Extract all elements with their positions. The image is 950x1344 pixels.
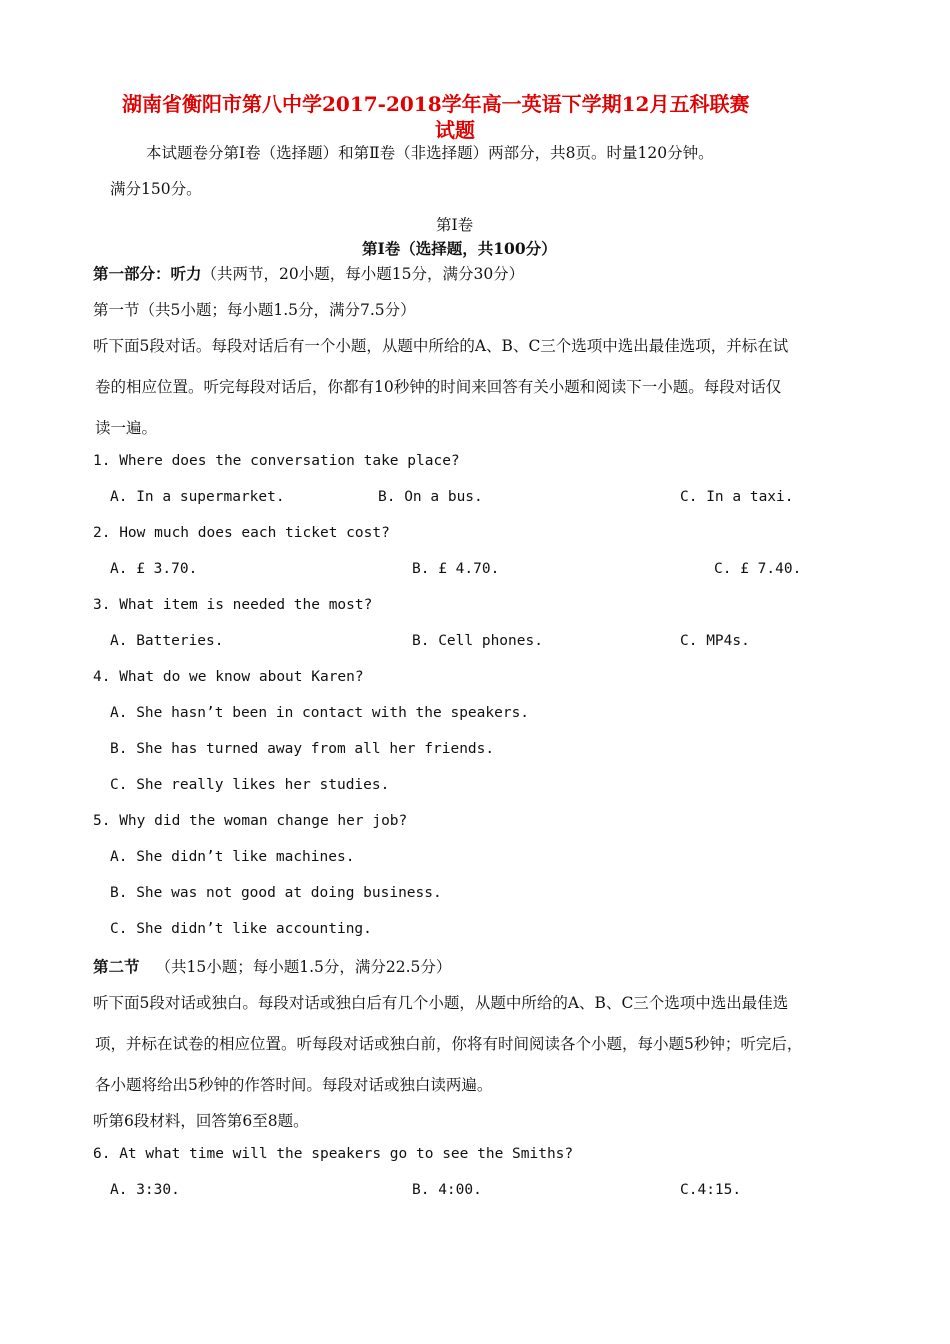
volume-heading: 第Ⅰ卷（选择题，共100分） [362, 239, 557, 258]
doc-title-line2: 试题 [435, 118, 475, 142]
section1-heading: 第一节（共5小题；每小题1.5分，满分7.5分） [93, 301, 416, 319]
intro-line2: 满分150分。 [110, 180, 202, 198]
q1-option-b: B. On a bus. [378, 489, 483, 505]
q3-option-a: A. Batteries. [110, 633, 224, 649]
intro-line1: 本试题卷分第Ⅰ卷（选择题）和第Ⅱ卷（非选择题）两部分，共8页。时量120分钟。 [146, 144, 714, 162]
q4-option-b: B. She has turned away from all her friends. [110, 741, 495, 757]
q2-option-c: C. £ 7.40. [714, 561, 802, 577]
doc-title-line1: 湖南省衡阳市第八中学2017-2018学年高一英语下学期12月五科联赛 [122, 92, 750, 116]
part1-heading-rest: （共两节，20小题，每小题15分，满分30分） [201, 265, 525, 283]
q5-option-b: B. She was not good at doing business. [110, 885, 442, 901]
question-1: 1. Where does the conversation take place? [93, 453, 460, 469]
section2-heading-bold: 第二节 [93, 957, 140, 976]
section2-instruction-line: 各小题将给出5秒钟的作答时间。每段对话或独白读两遍。 [95, 1076, 493, 1094]
q6-option-c: C.4:15. [680, 1182, 742, 1198]
material-note: 听第6段材料，回答第6至8题。 [93, 1112, 309, 1130]
q5-option-c: C. She didn’t like accounting. [110, 921, 372, 937]
section2-heading [93, 955, 451, 977]
question-6: 6. At what time will the speakers go to see the Smiths? [93, 1146, 574, 1162]
question-3: 3. What item is needed the most? [93, 597, 373, 613]
part1-heading-bold: 第一部分：听力 [93, 264, 202, 283]
q2-option-b: B. £ 4.70. [412, 561, 500, 577]
section2-instruction-line: 项，并标在试卷的相应位置。听每段对话或独白前，你将有时间阅读各个小题，每小题5秒钟；听完后， [95, 1035, 803, 1053]
q1-option-c: C. In a taxi. [680, 489, 794, 505]
question-4: 4. What do we know about Karen? [93, 669, 364, 685]
question-5: 5. Why did the woman change her job? [93, 813, 408, 829]
section2-heading-rest: （共15小题；每小题1.5分，满分22.5分） [155, 958, 452, 976]
q1-option-a: A. In a supermarket. [110, 489, 285, 505]
q5-option-a: A. She didn’t like machines. [110, 849, 355, 865]
section1-instruction-line: 读一遍。 [95, 419, 158, 437]
question-2: 2. How much does each ticket cost? [93, 525, 390, 541]
q6-option-b: B. 4:00. [412, 1182, 482, 1198]
volume-label: 第Ⅰ卷 [436, 216, 474, 234]
q4-option-c: C. She really likes her studies. [110, 777, 390, 793]
q4-option-a: A. She hasn’t been in contact with the speakers. [110, 705, 530, 721]
q3-option-b: B. Cell phones. [412, 633, 543, 649]
q6-option-a: A. 3:30. [110, 1182, 180, 1198]
q3-option-c: C. MP4s. [680, 633, 750, 649]
part1-heading [93, 262, 524, 284]
q2-option-a: A. £ 3.70. [110, 561, 198, 577]
section1-instruction-line: 卷的相应位置。听完每段对话后，你都有10秒钟的时间来回答有关小题和阅读下一小题。每段对话仅 [95, 378, 782, 396]
section2-instruction-line: 听下面5段对话或独白。每段对话或独白后有几个小题，从题中所给的A、B、C三个选项中选出最佳选 [93, 994, 789, 1012]
section1-instruction-line: 听下面5段对话。每段对话后有一个小题，从题中所给的A、B、C三个选项中选出最佳选项，并标在试 [93, 337, 789, 355]
